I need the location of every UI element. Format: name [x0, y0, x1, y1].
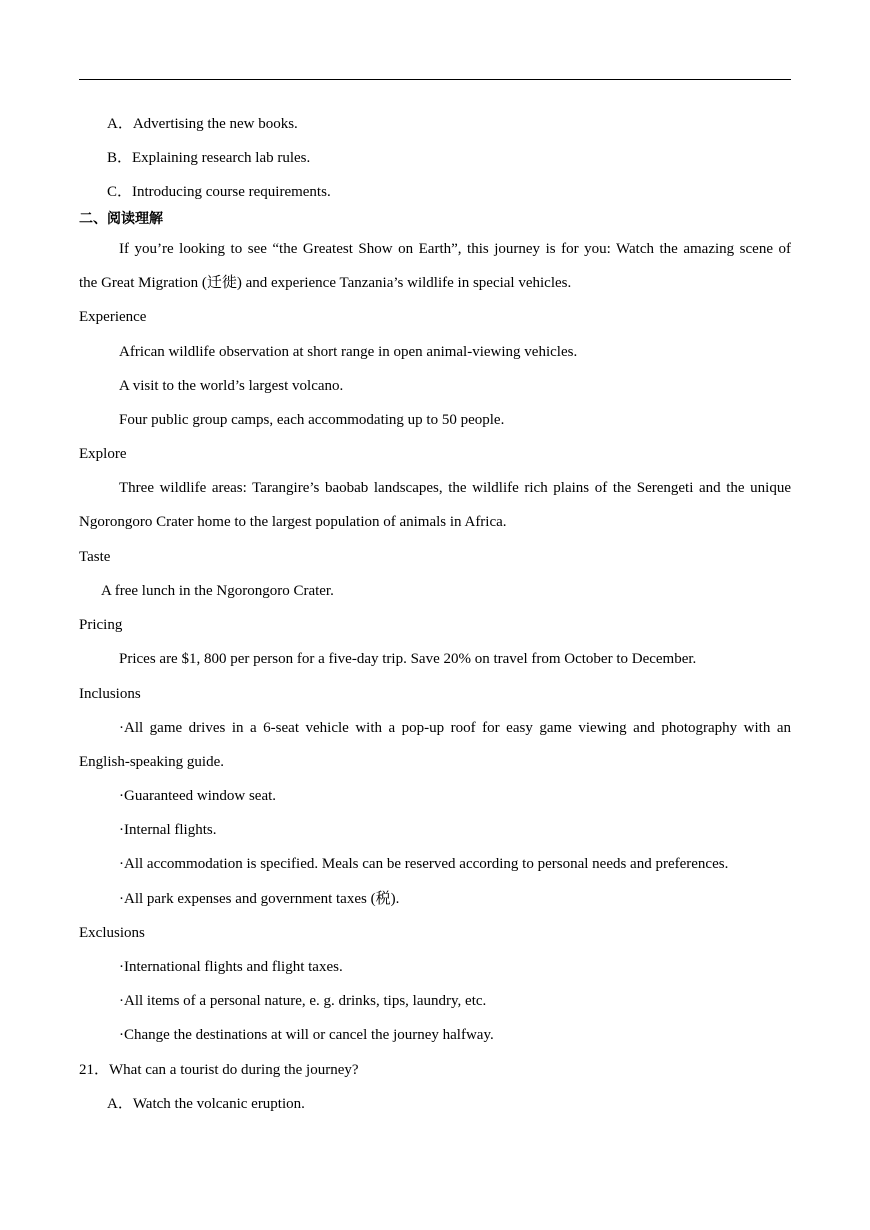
taste-title: Taste: [79, 549, 111, 565]
explore-line1: Three wildlife areas: Tarangire’s baobab landscapes, the wildlife rich plains of the Serengeti and the unique: [119, 480, 791, 496]
question-21-stem: 21．What can a tourist do during the journey?: [79, 1062, 359, 1078]
inclusions-item: ·All park expenses and government taxes (税).: [119, 891, 400, 907]
passage-intro-line2: the Great Migration (迁徙) and experience Tanzania’s wildlife in special vehicles.: [79, 275, 572, 291]
prev-option-b: B．Explaining research lab rules.: [107, 150, 311, 166]
question-21-option-a: A．Watch the volcanic eruption.: [107, 1096, 305, 1112]
experience-item: Four public group camps, each accommodating up to 50 people.: [119, 412, 505, 428]
experience-item: A visit to the world’s largest volcano.: [119, 378, 344, 394]
experience-item: African wildlife observation at short range in open animal-viewing vehicles.: [119, 344, 578, 360]
inclusions-item1-line2: English-speaking guide.: [79, 754, 224, 770]
pricing-text: Prices are $1, 800 per person for a five-day trip. Save 20% on travel from October to December.: [119, 651, 697, 667]
inclusions-title: Inclusions: [79, 686, 141, 702]
inclusions-item: ·Guaranteed window seat.: [119, 788, 277, 804]
inclusions-item1-line1: ·All game drives in a 6-seat vehicle with a pop-up roof for easy game viewing and photography with an: [119, 720, 791, 736]
inclusions-item: ·Internal flights.: [119, 822, 217, 838]
prev-option-c: C．Introducing course requirements.: [107, 184, 331, 200]
inclusions-item: ·All accommodation is specified. Meals can be reserved according to personal needs and preferences.: [119, 856, 729, 872]
exclusions-item: ·International flights and flight taxes.: [119, 959, 343, 975]
exclusions-item: ·All items of a personal nature, e. g. drinks, tips, laundry, etc.: [119, 993, 487, 1009]
exclusions-title: Exclusions: [79, 925, 145, 941]
passage-intro-line1: If you’re looking to see “the Greatest Show on Earth”, this journey is for you: Watch the amazing scene of: [119, 241, 791, 257]
pricing-title: Pricing: [79, 617, 123, 633]
exclusions-item: ·Change the destinations at will or cancel the journey halfway.: [119, 1027, 494, 1043]
taste-text: A free lunch in the Ngorongoro Crater.: [101, 583, 334, 599]
prev-option-a: A．Advertising the new books.: [107, 116, 298, 132]
section-heading: 二、阅读理解: [79, 211, 163, 227]
experience-title: Experience: [79, 309, 147, 325]
explore-title: Explore: [79, 446, 127, 462]
explore-line2: Ngorongoro Crater home to the largest population of animals in Africa.: [79, 514, 507, 530]
header-rule: [79, 79, 791, 80]
